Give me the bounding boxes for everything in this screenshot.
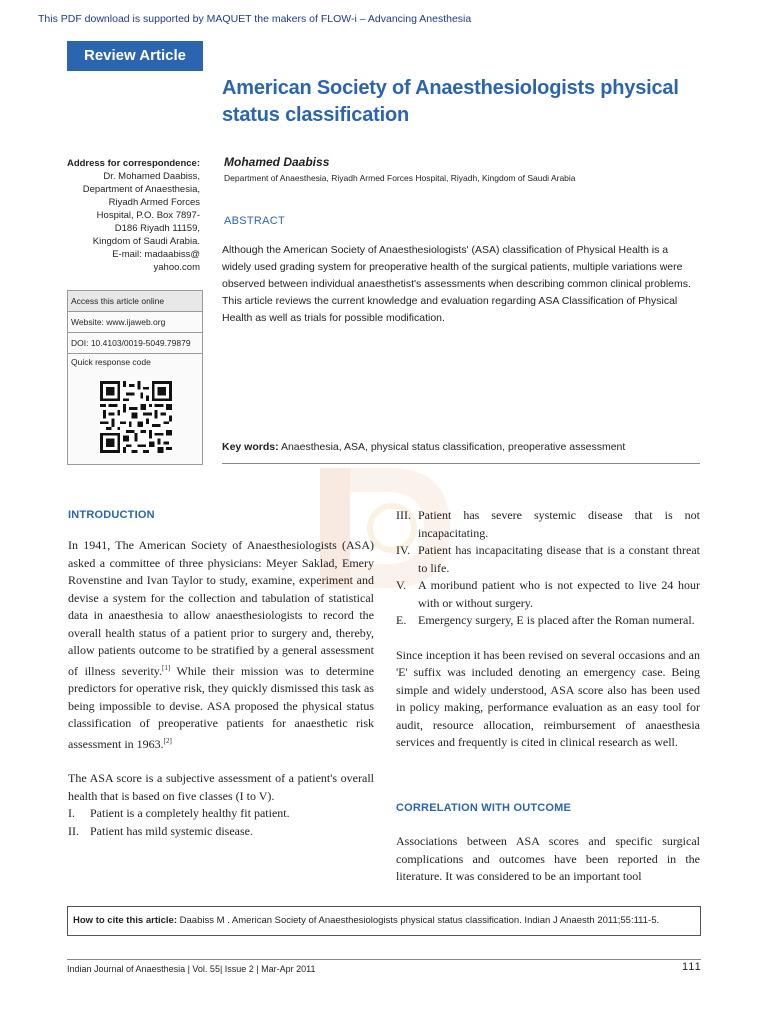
- correspondence-line: Riyadh Armed Forces: [108, 197, 200, 208]
- class-text: Patient has mild systemic disease.: [90, 823, 253, 838]
- doi-link[interactable]: DOI: 10.4103/0019-5049.79879: [68, 333, 202, 354]
- correlation-heading: CORRELATION WITH OUTCOME: [396, 802, 572, 814]
- correspondence-line: Hospital, P.O. Box 7897-: [96, 210, 200, 221]
- correspondence-line: Kingdom of Saudi Arabia.: [92, 236, 200, 247]
- intro-paragraph: [68, 537, 374, 753]
- correspondence-email[interactable]: E-mail: madaabiss@: [112, 249, 200, 260]
- qr-code-icon[interactable]: [100, 381, 172, 453]
- citation-label: How to cite this article:: [73, 915, 177, 926]
- correspondence-line: Department of Anaesthesia,: [82, 184, 200, 195]
- right-column: [396, 507, 700, 752]
- class-item: [396, 542, 700, 577]
- class-number: III.: [396, 508, 411, 522]
- footer-divider: [67, 959, 701, 960]
- access-heading: Access this article online: [68, 291, 202, 312]
- correspondence-address: [40, 157, 200, 274]
- keywords-label: Key words:: [222, 441, 279, 453]
- class-item: [396, 507, 700, 542]
- reference-link[interactable]: [1]: [162, 663, 171, 672]
- author-affiliation: Department of Anaesthesia, Riyadh Armed Forces Hospital, Riyadh, Kingdom of Saudi Arabia: [224, 173, 576, 183]
- class-text: Patient is a completely healthy fit patient.: [90, 806, 290, 820]
- class-item: [396, 612, 700, 630]
- article-title: American Society of Anaesthesiologists physical status classification: [222, 77, 679, 126]
- introduction-heading: INTRODUCTION: [68, 509, 155, 521]
- journal-footer: Indian Journal of Anaesthesia | Vol. 55| Issue 2 | Mar-Apr 2011: [67, 964, 316, 974]
- class-number: II.: [68, 823, 79, 838]
- qr-label: Quick response code: [71, 357, 151, 367]
- class-text: A moribund patient who is not expected to live 24 hour with or without surgery.: [418, 578, 700, 610]
- left-column: [68, 537, 374, 840]
- author-name: Mohamed Daabiss: [224, 155, 330, 169]
- correspondence-line: Dr. Mohamed Daabiss,: [103, 171, 200, 182]
- class-text: Patient has severe systemic disease that is not incapacitating.: [418, 508, 700, 540]
- intro-text: While their mission was to determine predictors for operative risk, they quickly dismissed this task as being impossible to devise. ASA proposed the physical status classification of preoperative patients for anaesthetic risk assessment in 1963.: [68, 663, 374, 751]
- class-number: IV.: [396, 543, 411, 557]
- class-item: [68, 805, 374, 823]
- correspondence-email[interactable]: yahoo.com: [153, 262, 200, 273]
- page-number: 111: [682, 961, 702, 973]
- correlation-paragraph: Associations between ASA scores and specific surgical complications and outcomes have been reported in the literature. It was considered to be an important tool: [396, 834, 700, 883]
- class-text: Patient has incapacitating disease that is a constant threat to life.: [418, 543, 700, 575]
- class-item: [396, 577, 700, 612]
- class-number: E.: [396, 613, 407, 627]
- asa-score-paragraph: The ASA score is a subjective assessment of a patient's overall health that is based on five classes (I to V).: [68, 771, 374, 803]
- correspondence-line: D186 Riyadh 11159,: [114, 223, 200, 234]
- class-item: [68, 823, 374, 841]
- reference-link[interactable]: [2]: [163, 736, 172, 745]
- intro-text: In 1941, The American Society of Anaesthesiologists (ASA) asked a committee of three physicians: Meyer Saklad, Emery Rovenstine and Ivan Taylor to study, examine, experiment and devise a system for the collection and tabulation of statistical data in anaesthesia to allow anaesthesiologists to record the overall health status of a patient prior to surgery and, thereby, allow patients outcome to be stratified by a general assessment of illness severity.: [68, 538, 374, 678]
- correspondence-label: Address for correspondence:: [66, 158, 200, 169]
- keywords: [222, 441, 625, 453]
- keywords-text: Anaesthesia, ASA, physical status classification, preoperative assessment: [280, 441, 626, 453]
- class-number: V.: [396, 578, 407, 592]
- support-banner: This PDF download is supported by MAQUET the makers of FLOW-i – Advancing Anesthesia: [38, 13, 472, 25]
- citation-box: [67, 906, 701, 936]
- class-number: I.: [68, 806, 75, 820]
- class-text: Emergency surgery, E is placed after the Roman numeral.: [418, 613, 695, 627]
- keywords-divider: [222, 463, 700, 464]
- citation-text: Daabiss M . American Society of Anaesthesiologists physical status classification. Indian J Anaesth 2011;55:111-5.: [177, 915, 660, 926]
- article-type-tab: Review Article: [67, 41, 203, 71]
- abstract-text: Although the American Society of Anaesthesiologists' (ASA) classification of Physical Health is a widely used grading system for preoperative health of the surgical patients, multiple variations were observed between individual anaesthetist's assessments when describing common clinical problems. This article reviews the current knowledge and evaluation regarding ASA Classification of Physical Health as well as trials for possible modification.: [222, 244, 691, 324]
- website-link[interactable]: Website: www.ijaweb.org: [68, 312, 202, 333]
- inception-paragraph: Since inception it has been revised on several occasions and an 'E' suffix was included denoting an emergency case. Being simple and widely understood, ASA score also has been used in policy making, performance evaluation as an easy tool for audit, resource allocation, reimbursement of anaesthesia services and frequently is cited in clinical research as well.: [396, 647, 700, 749]
- abstract-heading: ABSTRACT: [224, 215, 286, 227]
- access-online-box: [67, 290, 203, 465]
